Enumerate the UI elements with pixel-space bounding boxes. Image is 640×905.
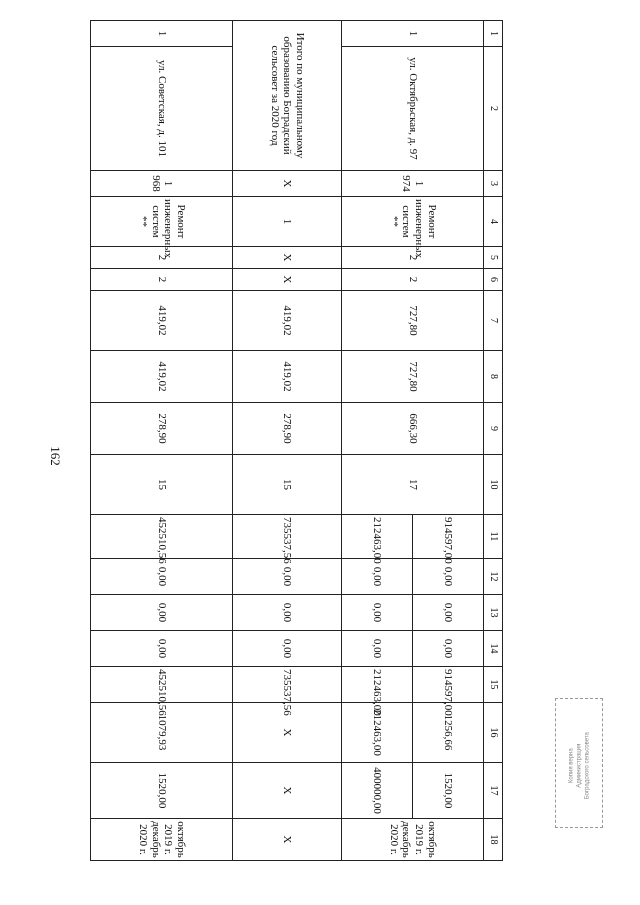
cell-col5: X: [233, 247, 342, 269]
cell-col17: X: [233, 763, 342, 819]
col-header-9: 9: [484, 403, 503, 455]
cell-col14: 0,00: [91, 631, 233, 667]
cell-col7: 419,02: [91, 291, 233, 351]
cell-col8: 419,02: [233, 351, 342, 403]
cell-work-type: Ремонт инженерных систем **: [91, 197, 233, 247]
cell-col12: 0,00: [233, 559, 342, 595]
cell-col16: 1079,93: [91, 703, 233, 763]
col-header-4: 4: [484, 197, 503, 247]
cell-num: 1: [91, 21, 233, 47]
cell-address: ул. Советская, д. 101: [91, 47, 233, 171]
cell-col13: 0,00: [91, 595, 233, 631]
cell-col18-period: октябрь 2019 г. декабрь 2020 г.: [91, 819, 233, 861]
cell-col11: 452510,56: [91, 515, 233, 559]
col-header-18: 18: [484, 819, 503, 861]
cell-col15: 452510,56: [91, 667, 233, 703]
table-row-total: [233, 21, 342, 861]
col-header-17: 17: [484, 763, 503, 819]
cell-col5: 2: [91, 247, 233, 269]
cell-col16: X: [233, 703, 342, 763]
cell-total-label: Итого по муниципальному образованию Боградский сельсовет за 2020 год: [233, 21, 342, 171]
col-header-10: 10: [484, 455, 503, 515]
header-row: [484, 21, 503, 861]
col-header-11: 11: [484, 515, 503, 559]
cell-col14: 0,00: [412, 631, 483, 667]
col-header-16: 16: [484, 703, 503, 763]
col-header-3: 3: [484, 171, 503, 197]
col-header-13: 13: [484, 595, 503, 631]
cell-col14: 0,00: [233, 631, 342, 667]
cell-col9: 666,30: [341, 403, 483, 455]
col-header-8: 8: [484, 351, 503, 403]
cell-col8: 419,02: [91, 351, 233, 403]
cell-col7: 419,02: [233, 291, 342, 351]
col-header-5: 5: [484, 247, 503, 269]
cell-col12: 0,00: [412, 559, 483, 595]
cell-col14: 0,00: [341, 631, 412, 667]
cell-num: 1: [341, 21, 483, 47]
cell-col15: 735537,56: [233, 667, 342, 703]
page-number: 162: [48, 446, 63, 466]
cell-col16: 1256,66: [412, 703, 483, 763]
cell-col13: 0,00: [341, 595, 412, 631]
cell-year: X: [233, 171, 342, 197]
cell-year: 1 974: [341, 171, 483, 197]
cell-col18-period: X: [233, 819, 342, 861]
col-header-12: 12: [484, 559, 503, 595]
cell-col17: 1520,00: [91, 763, 233, 819]
cell-col11: 735537,56: [233, 515, 342, 559]
cell-col9: 278,90: [233, 403, 342, 455]
cell-col9: 278,90: [91, 403, 233, 455]
cell-col15: 914597,00: [412, 667, 483, 703]
cell-col11: 212463,00: [341, 515, 412, 559]
table-row: [91, 21, 233, 861]
cell-col15: 212463,00: [341, 667, 412, 703]
cell-col11: 914597,00: [412, 515, 483, 559]
cell-col18-period: октябрь 2019 г. декабрь 2020 г.: [341, 819, 483, 861]
cell-col13: 0,00: [233, 595, 342, 631]
cell-col13: 0,00: [412, 595, 483, 631]
certification-stamp: [555, 698, 603, 828]
cell-col6: X: [233, 269, 342, 291]
cell-col16: 212463,00: [341, 703, 412, 763]
col-header-2: 2: [484, 47, 503, 171]
cell-address: ул. Октябрьская, д. 97: [341, 47, 483, 171]
cell-col10: 17: [341, 455, 483, 515]
cell-col17: 400000,00: [341, 763, 412, 819]
cell-col7: 727,80: [341, 291, 483, 351]
col-header-6: 6: [484, 269, 503, 291]
cell-work-type: Ремонт инженерных систем **: [341, 197, 483, 247]
repair-program-table: [90, 20, 503, 861]
cell-col6: 2: [341, 269, 483, 291]
cell-col8: 727,80: [341, 351, 483, 403]
col-header-1: 1: [484, 21, 503, 47]
col-header-14: 14: [484, 631, 503, 667]
cell-col5: 2: [341, 247, 483, 269]
table-row: [412, 21, 483, 861]
stamp-line: Копия верна: [568, 748, 575, 784]
cell-col17: 1520,00: [412, 763, 483, 819]
cell-col10: 15: [91, 455, 233, 515]
rotated-table: [90, 20, 503, 860]
cell-col12: 0,00: [91, 559, 233, 595]
col-header-7: 7: [484, 291, 503, 351]
cell-col10: 15: [233, 455, 342, 515]
cell-work-type: 1: [233, 197, 342, 247]
stamp-line: Администрация: [576, 743, 583, 788]
col-header-15: 15: [484, 667, 503, 703]
table-container: [90, 20, 503, 860]
cell-col6: 2: [91, 269, 233, 291]
cell-year: 1 968: [91, 171, 233, 197]
cell-col12: 0,00: [341, 559, 412, 595]
stamp-line: Боградского сельсовета: [583, 732, 590, 800]
